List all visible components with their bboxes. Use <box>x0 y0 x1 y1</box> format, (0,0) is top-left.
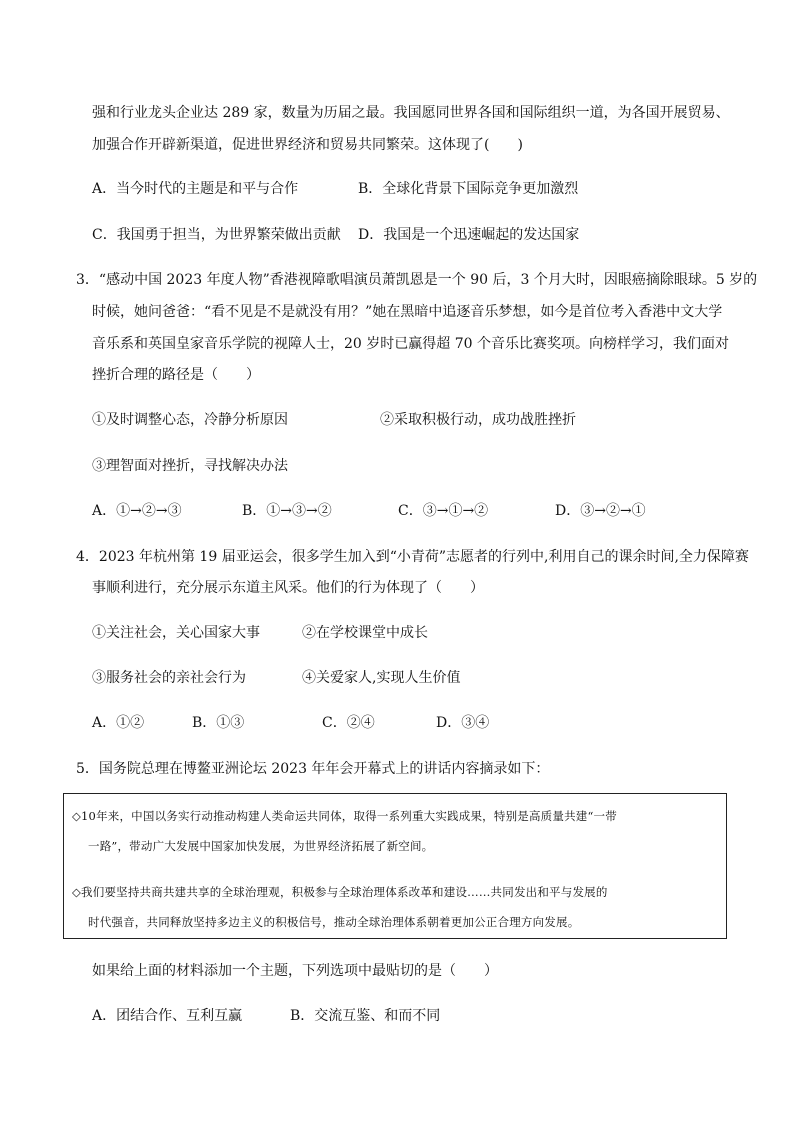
q2-option-a: A．当今时代的主题是和平与合作 <box>92 181 299 197</box>
q4-option-b: B．①③ <box>192 715 245 731</box>
q4-item-4: ④关爱家人,实现人生价值 <box>302 670 461 686</box>
q2-stem-line-2: 加强合作开辟新渠道，促进世界经济和贸易共同繁荣。这体现了( ) <box>92 137 523 153</box>
q3-option-d: D．③→②→① <box>555 503 646 519</box>
q3-stem-line-4: 挫折合理的路径是（ ） <box>92 367 260 383</box>
q4-stem-line-1: 4．2023 年杭州第 19 届亚运会，很多学生加入到“小青荷”志愿者的行列中,利用自己的课余时间,全力保障赛 <box>76 549 749 565</box>
q5-intro: 5．国务院总理在博鳌亚洲论坛 2023 年年会开幕式上的讲话内容摘录如下： <box>76 761 550 777</box>
q3-option-a: A．①→②→③ <box>92 503 182 519</box>
q4-option-c: C．②④ <box>322 715 375 731</box>
q3-option-c: C．③→①→② <box>398 503 489 519</box>
q5-material-paragraph-1-line-1: ◇10年来，中国以务实行动推动构建人类命运共同体，取得一系列重大实践成果，特别是高质量共建“一带 <box>72 809 617 823</box>
q2-option-b: B．全球化背景下国际竞争更加激烈 <box>358 181 579 197</box>
q5-material-paragraph-2-line-1: ◇我们要坚持共商共建共享的全球治理观，积极参与全球治理体系改革和建设……共同发出和平与发展的 <box>72 885 608 899</box>
q4-option-d: D．③④ <box>436 715 490 731</box>
q2-stem-line-1: 强和行业龙头企业达 289 家，数量为历届之最。我国愿同世界各国和国际组织一道，为各国开展贸易、 <box>92 105 730 121</box>
q4-item-2: ②在学校课堂中成长 <box>302 625 428 641</box>
q5-material-paragraph-2-line-2: 时代强音，共同释放坚持多边主义的积极信号，推动全球治理体系朝着更加公正合理方向发展。 <box>88 915 580 929</box>
q2-option-c: C．我国勇于担当，为世界繁荣做出贡献 <box>92 227 341 243</box>
q5-material-box <box>63 793 727 939</box>
q3-stem-line-1: 3．“感动中国 2023 年度人物”香港视障歌唱演员萧凯恩是一个 90 后，3 个月大时，因眼癌摘除眼球。5 岁的 <box>76 272 758 288</box>
q3-item-2: ②采取积极行动，成功战胜挫折 <box>380 412 576 428</box>
q5-material-paragraph-1-line-2: 一路”，带动广大发展中国家加快发展，为世界经济拓展了新空间。 <box>88 839 434 853</box>
q2-option-d: D．我国是一个迅速崛起的发达国家 <box>358 227 580 243</box>
q4-stem-line-2: 事顺利进行，充分展示东道主风采。他们的行为体现了（ ） <box>92 580 484 596</box>
q3-item-1: ①及时调整心态，冷静分析原因 <box>92 412 288 428</box>
q3-item-3: ③理智面对挫折，寻找解决办法 <box>92 458 288 474</box>
q4-option-a: A．①② <box>92 715 145 731</box>
q5-option-b: B．交流互鉴、和而不同 <box>290 1008 441 1024</box>
q4-item-3: ③服务社会的亲社会行为 <box>92 670 246 686</box>
q5-question: 如果给上面的材料添加一个主题，下列选项中最贴切的是（ ） <box>92 963 498 979</box>
q3-option-b: B．①→③→② <box>242 503 332 519</box>
q5-option-a: A．团结合作、互利互赢 <box>92 1008 243 1024</box>
q3-stem-line-3: 音乐系和英国皇家音乐学院的视障人士，20 岁时已赢得超 70 个音乐比赛奖项。向榜样学习，我们面对 <box>92 336 729 352</box>
q4-item-1: ①关注社会，关心国家大事 <box>92 625 260 641</box>
q3-stem-line-2: 时候，她问爸爸：“看不见是不是就没有用？”她在黑暗中追逐音乐梦想，如今是首位考入香港中文大学 <box>92 304 723 320</box>
